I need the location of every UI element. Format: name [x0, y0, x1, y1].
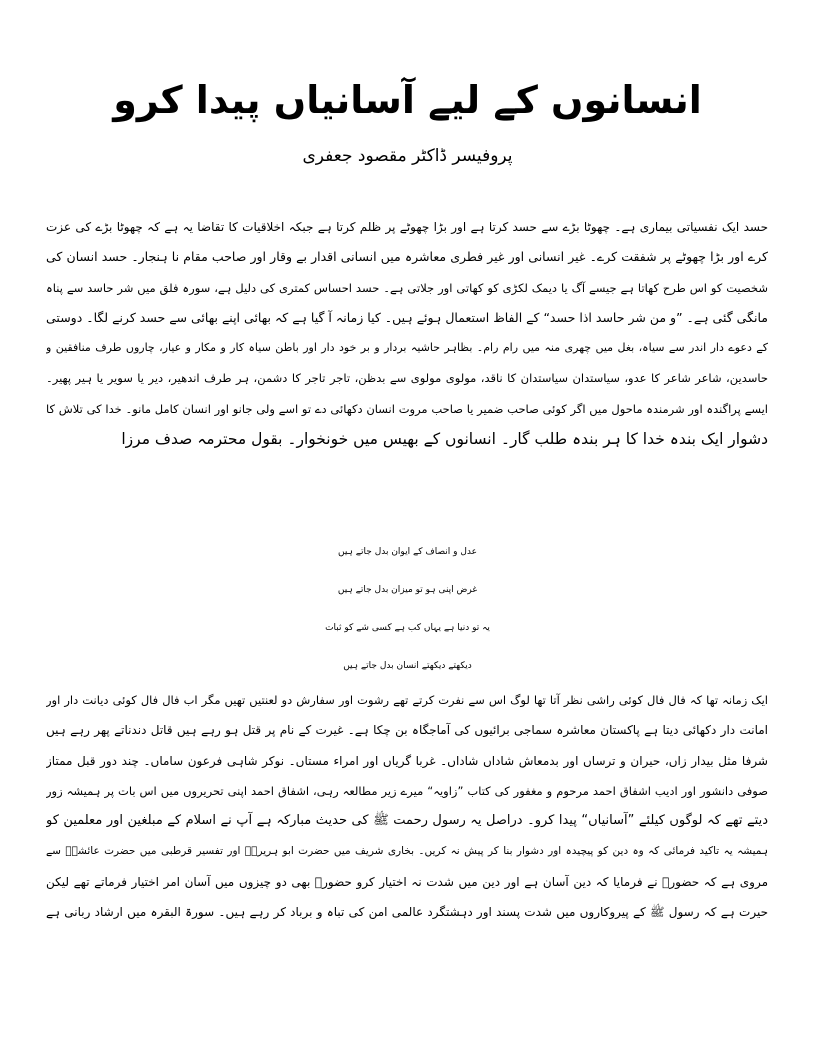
poem-verse: عدل و انصاف کے ایوان بدل جاتے ہیں — [338, 547, 477, 557]
page-title: انسانوں کے لیے آسانیاں پیدا کرو — [113, 78, 702, 122]
text-line: کرے اور بڑا چھوٹے پر شفقت کرے۔ غیر انسانی اور غیر فطری معاشرہ میں انسانی اقدار بے وقار اور صاحب مقام نا ہنجار۔ حسد انسان کی — [46, 249, 768, 265]
body-paragraph-2 — [46, 685, 768, 927]
poem-block — [0, 533, 815, 685]
poem-verse: دیکھتے دیکھتے انسان بدل جاتے ہیں — [343, 661, 472, 671]
text-line: دیتے تھے کہ لوگوں کیلئے ”آسانیاں“ پیدا کرو۔ دراصل یہ رسول رحمت ﷺ کی حدیث مبارکہ ہے آپ نے اسلام کے مبلغین اور معلمین کو — [46, 813, 768, 829]
text-line: حاسدین، شاعر شاعر کا عدو، سیاستدان سیاستدان کا ناقد، مولوی مولوی سے بدظن، تاجر تاجر کا دشمن، ہر طرف اندھیر، دیر یا سویر یا ہیر پھیر۔ — [46, 371, 768, 386]
text-line: مانگی گئی ہے۔ ”و من شر حاسد اذا حسد“ کے الفاظ استعمال ہوئے ہیں۔ کیا زمانہ آ گیا ہے کہ بھائی اپنے بھائی سے حسد کرنے لگا۔ دوستی — [46, 309, 768, 325]
body-paragraph-1 — [46, 212, 768, 454]
text-line: دشوار ایک بندہ خدا کا ہر بندہ طلب گار۔ انسانوں کے بھیس میں خونخوار۔ بقول محترمہ صدف مرزا — [121, 430, 768, 449]
text-line: صوفی دانشور اور ادیب اشفاق احمد مرحوم و مغفور کی کتاب ”زاویہ“ میرے زیر مطالعہ رہی، اشفاق احمد اپنی تحریروں میں اس بات پر ہمیشہ زور — [46, 783, 768, 798]
text-line: مروی ہے کہ حضورؐ نے فرمایا کہ دین آسان ہے اور دین میں شدت نہ اختیار کرو حضورؐ بھی دو چیزوں میں آسان امر اختیار فرماتے تھے لیکن — [46, 874, 768, 889]
text-line: حیرت ہے کہ رسول ﷺ کے پیروکاروں میں شدت پسند اور دہشتگرد عالمی امن کی تباہ و برباد کر رہے ہیں۔ سورۃ البقرہ میں ارشاد ربانی ہے — [46, 905, 768, 920]
text-line: ایسے پراگندہ اور شرمندہ ماحول میں اگر کوئی صاحب ضمیر یا صاحب مروت انسان دکھائی دے تو اسے ولی جانو اور انسان کامل مانو۔ خدا کی تلاش کا — [46, 401, 768, 416]
text-line: حسد ایک نفسیاتی بیماری ہے۔ چھوٹا بڑے سے حسد کرتا ہے اور بڑا چھوٹے پر ظلم کرتا ہے جبکہ اخلاقیات کا تقاضا یہ ہے کہ چھوٹا بڑے کی عزت — [46, 220, 768, 234]
poem-verse: یہ تو دنیا ہے یہاں کب ہے کسی شے کو ثبات — [325, 623, 490, 633]
text-line: ایک زمانہ تھا کہ فال فال کوئی راشی نظر آتا تھا لوگ اس سے نفرت کرتے تھے رشوت اور سفارش دو لعنتیں تھیں مگر اب فال فال کوئی دیانت دار اور — [46, 693, 768, 707]
text-line: امانت دار دکھائی دیتا ہے پاکستان معاشرہ سماجی برائیوں کی آماجگاہ بن چکا ہے۔ غیرت کے نام پر قتل ہو رہے ہیں قاتل دندناتے پھر رہے ہیں — [46, 723, 768, 738]
author-byline: پروفیسر ڈاکٹر مقصود جعفری — [302, 146, 513, 166]
text-line: شرفا مثل بیدار زاں، حیران و ترساں اور بدمعاش شاداں شاداں۔ غربا گریاں اور امراء مستاں۔ نوکر شاہی فرعون ساماں۔ چند دور قبل ممتاز — [46, 753, 768, 768]
text-line: ہمیشہ یہ تاکید فرمائی کہ وہ دین کو پیچیدہ اور دشوار بنا کر پیش نہ کریں۔ بخاری شریف میں حضرت ابو ہریرہؓ اور تفسیر قرطبی میں حضرت عائشہؓ سے — [46, 845, 768, 858]
text-line: شخصیت کو اس طرح کھاتا ہے جیسے آگ یا دیمک لکڑی کو کھاتی اور جلاتی ہے۔ حسد احساس کمتری کی دلیل ہے، سورہ فلق میں شر حاسد سے پناہ — [46, 280, 768, 295]
poem-verse: غرض اپنی ہو تو میزان بدل جاتے ہیں — [337, 585, 478, 595]
text-line: کے دعوے دار اندر سے سیاہ، بغل میں چھری منہ میں رام رام۔ بظاہر حاشیہ بردار و بر خود دار اور باطن سیاہ کار و مکار و عیار، چاروں طرف منافقین و — [46, 341, 768, 355]
